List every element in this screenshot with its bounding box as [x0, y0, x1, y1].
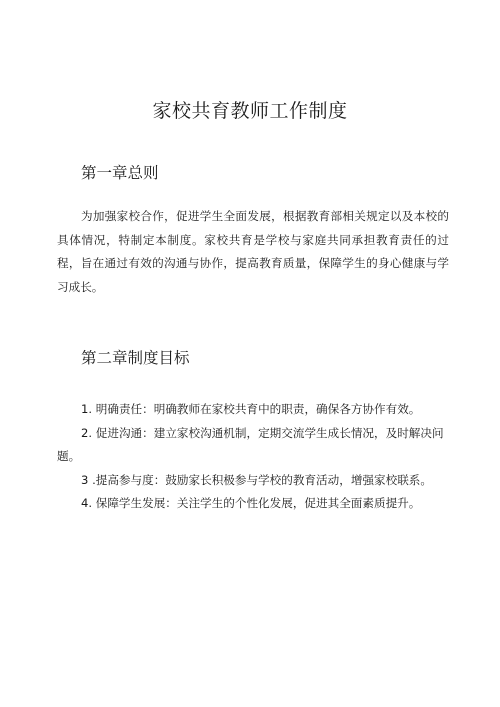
goal-item — [57, 422, 449, 469]
goal-text: .提高参与度：鼓励家长积极参与学校的教育活动，增强家校联系。 — [88, 472, 432, 487]
document-title: 家校共育教师工作制度 — [152, 100, 348, 122]
goal-number: 4. — [81, 496, 93, 510]
goal-text: . 促进沟通：建立家校沟通机制，定期交流学生成长情况，及时解决问题。 — [57, 425, 444, 463]
goal-item — [57, 398, 449, 422]
goal-item — [57, 492, 449, 516]
goal-text: 保障学生发展：关注学生的个性化发展，促进其全面素质提升。 — [92, 496, 421, 510]
chapter-1-paragraph: 为加强家校合作，促进学生全面发展，根据教育部相关规定以及本校的具体情况，特制定本制度。家校共育是学校与家庭共同承担教育责任的过程，旨在通过有效的沟通与协作，提高教育质量，保障学生的身心健康与学习成长。 — [57, 209, 449, 295]
goal-number: 1 — [81, 402, 89, 416]
goal-text: . 明确责任：明确教师在家校共育中的职责，确保各方协作有效。 — [88, 402, 421, 416]
goal-list — [57, 398, 449, 516]
chapter-2-heading: 第二章制度目标 — [81, 349, 190, 367]
goal-number: 3 — [81, 472, 89, 487]
goal-number: 2 — [81, 425, 89, 440]
goal-item — [57, 469, 449, 493]
chapter-1-heading: 第一章总则 — [81, 164, 159, 182]
